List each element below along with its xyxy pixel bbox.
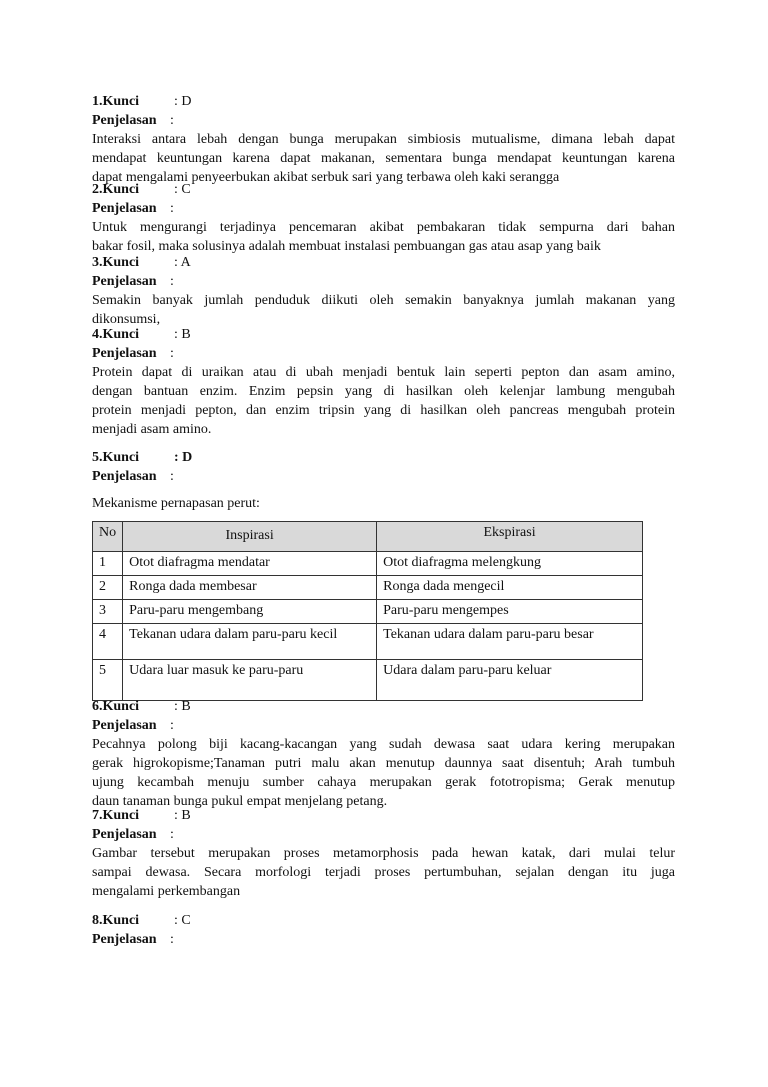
answer-key: 4.Kunci : B — [92, 327, 191, 342]
explanation-label: Penjelasan : — [92, 113, 174, 128]
text-line: daun tanaman bunga pukul empat menjelang petang. — [92, 794, 388, 809]
text-line: dengan bantuan enzim. Enzim pepsin yang di hasilkan oleh kelenjar lambung mengubah — [92, 384, 675, 399]
table-row: 2 Ronga dada membesar Ronga dada mengecil — [93, 576, 643, 600]
answer-key: 1.Kunci : D — [92, 94, 192, 109]
table-header: No Inspirasi Ekspirasi — [93, 522, 643, 552]
text-line: mendapat keuntungan karena dapat makanan, sementara bunga mendapat keuntungan karena — [92, 151, 675, 166]
respiration-table — [92, 521, 643, 701]
explanation-label: Penjelasan : — [92, 827, 174, 842]
explanation-label: Penjelasan : — [92, 274, 174, 289]
text-line: dikonsumsi, — [92, 312, 161, 327]
answer-key: 5.Kunci : D — [92, 450, 193, 465]
answer-4 — [92, 325, 675, 439]
text-line: bakar fosil, maka solusinya adalah membuat instalasi pembuangan gas atau asap yang baik — [92, 239, 601, 254]
answer-key: 6.Kunci : B — [92, 699, 191, 714]
answer-5 — [92, 448, 675, 513]
answer-key: 8.Kunci : C — [92, 913, 191, 928]
answer-8 — [92, 911, 675, 949]
text-line: mengalami perkembangan — [92, 884, 241, 899]
answer-1 — [92, 92, 675, 187]
table-intro: Mekanisme pernapasan perut: — [92, 496, 260, 511]
text-line: Interaksi antara lebah dengan bunga merupakan simbiosis mutualisme, dimana lebah dapat — [92, 132, 675, 147]
text-line: Protein dapat di uraikan atau di ubah menjadi bentuk lain seperti pepton dan asam amino, — [92, 365, 675, 380]
answer-2 — [92, 180, 675, 256]
text-line: Untuk mengurangi terjadinya pencemaran akibat pembakaran tidak sempurna dari bahan — [92, 220, 675, 235]
answer-3 — [92, 253, 675, 329]
table-row: 3 Paru-paru mengembang Paru-paru mengempes — [93, 600, 643, 624]
text-line: ujung kecambah menuju sumber cahaya merupakan gerak fototropisma; Gerak menutup — [92, 775, 675, 790]
table-row: 4 Tekanan udara dalam paru-paru kecil Tekanan udara dalam paru-paru besar — [93, 624, 643, 660]
text-line: Gambar tersebut merupakan proses metamorphosis pada hewan katak, dari mulai telur — [92, 846, 675, 861]
explanation-label: Penjelasan : — [92, 469, 174, 484]
text-line: gerak higrokopisme;Tanaman putri malu akan menutup daunnya saat disentuh; Arah tumbuh — [92, 756, 675, 771]
answer-key: 7.Kunci : B — [92, 808, 191, 823]
text-line: Semakin banyak jumlah penduduk diikuti oleh semakin banyaknya jumlah makanan yang — [92, 293, 675, 308]
text-line: menjadi asam amino. — [92, 422, 212, 437]
text-line: protein menjadi pepton, dan enzim tripsin yang di hasilkan oleh pancreas mengubah protein — [92, 403, 675, 418]
answer-key: 3.Kunci : A — [92, 255, 191, 270]
answer-7 — [92, 806, 675, 901]
explanation-label: Penjelasan : — [92, 346, 174, 361]
answer-6 — [92, 697, 675, 811]
text-line: Pecahnya polong biji kacang-kacangan yang sudah dewasa saat udara kering merupakan — [92, 737, 675, 752]
table-row: 1 Otot diafragma mendatar Otot diafragma melengkung — [93, 552, 643, 576]
table-row: 5 Udara luar masuk ke paru-paru Udara dalam paru-paru keluar — [93, 660, 643, 701]
text-line: dapat mengalami penyeerbukan akibat serbuk sari yang terbawa oleh kaki serangga — [92, 170, 560, 185]
explanation-label: Penjelasan : — [92, 932, 174, 947]
explanation-label: Penjelasan : — [92, 718, 174, 733]
answer-key: 2.Kunci : C — [92, 182, 191, 197]
explanation-label: Penjelasan : — [92, 201, 174, 216]
text-line: sampai dewasa. Secara morfologi terjadi proses pertumbuhan, sejalan dengan itu juga — [92, 865, 675, 880]
